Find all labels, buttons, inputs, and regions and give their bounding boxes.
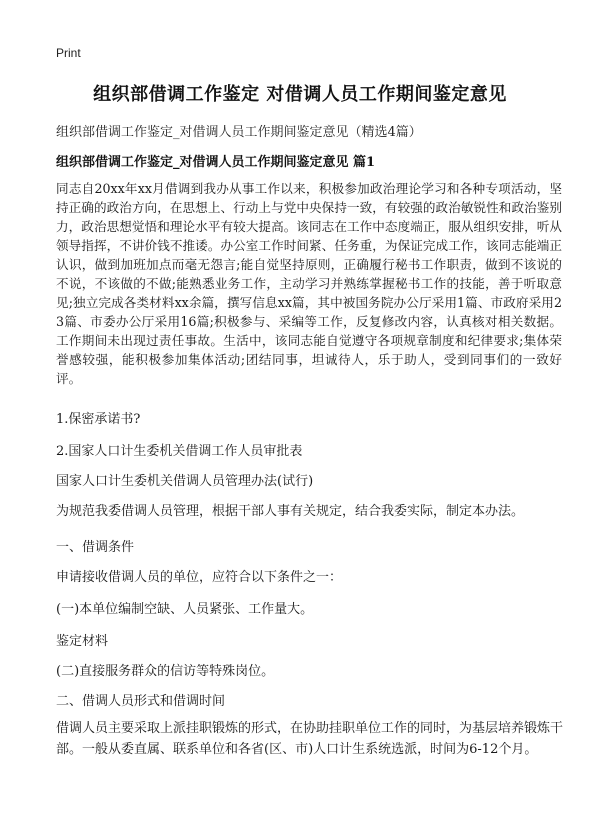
conditions-intro: 申请接收借调人员的单位，应符合以下条件之一： (56, 570, 343, 585)
section-heading-conditions: 一、借调条件 (56, 540, 135, 555)
section-heading-form-duration: 二、借调人员形式和借调时间 (56, 694, 226, 709)
list-item-approval-form: 2.国家人口计生委机关借调工作人员审批表 (56, 444, 303, 459)
document-subtitle: 组织部借调工作鉴定_对借调人员工作期间鉴定意见（精选4篇） (56, 125, 422, 140)
section-heading: 组织部借调工作鉴定_对借调人员工作期间鉴定意见 篇1 (56, 155, 376, 170)
condition-item-2: (二)直接服务群众的信访等特殊岗位。 (56, 664, 275, 679)
measures-title: 国家人口计生委机关借调人员管理办法(试行) (56, 474, 314, 489)
appraisal-material-label: 鉴定材料 (56, 634, 109, 649)
form-duration-paragraph: 借调人员主要采取上派挂职锻炼的形式，在协助挂职单位工作的同时，为基层培养锻炼干部。一般从委直属、联系单位和各省(区、市)人口计生系统选派，时间为6-12个月。 (56, 721, 564, 757)
condition-item-1: (一)本单位编制空缺、人员紧张、工作量大。 (56, 602, 314, 617)
document-title: 组织部借调工作鉴定 对借调人员工作期间鉴定意见 (93, 84, 507, 105)
intro-paragraph: 为规范我委借调人员管理，根据干部人事有关规定，结合我委实际，制定本办法。 (56, 504, 525, 519)
appraisal-paragraph: 同志自20xx年xx月借调到我办从事工作以来，积极参加政治理论学习和各种专项活动，坚持正确的政治方向，在思想上、行动上与党中央保持一致，有较强的政治敏锐性和政治鉴别力，政治思想觉悟和理论水平有较大提高。该同志在工作中态度端正，服从组织安排，听从领导指挥，不讲价钱不推诿。办公室工作时间紧、任务重，为保证完成工作，该同志能端正认识，做到加班加点而毫无怨言;能自觉坚持原则，正确履行秘书工作职责，做到不该说的不说，不该做的不做;能熟悉业务工作，主动学习并熟练掌握秘书工作的技能，善于听取意见;独立完成各类材料xx余篇，撰写信息xx篇，其中被国务院办公厅采用1篇、市政府采用23篇、市委办公厅采用16篇;积极参与、采编等工作，反复修改内容，认真核对相关数据。工作期间未出现过责任事故。生活中，该同志能自觉遵守各项规章制度和纪律要求;集体荣誉感较强，能积极参加集体活动;团结同事，坦诚待人，乐于助人，受到同事们的一致好评。 (56, 181, 562, 386)
list-item-confidentiality: 1.保密承诺书? (56, 412, 141, 427)
print-label[interactable]: Print (56, 46, 81, 60)
